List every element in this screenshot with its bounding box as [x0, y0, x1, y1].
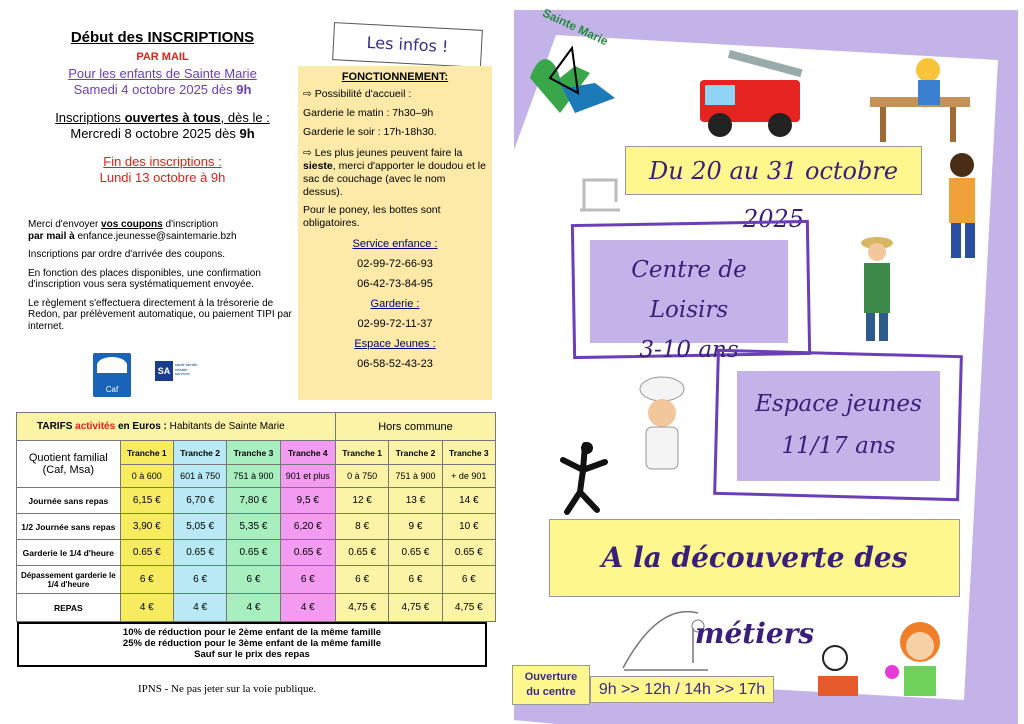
price-cell: 6 €	[173, 566, 226, 594]
espace-jeunes-title: Espace jeunes	[755, 391, 922, 417]
p3: En fonction des places disponibles, une confirmation d'inscription vous sera systématiquement envoyée.	[28, 267, 261, 290]
tarifs-title-d: Habitants de Sainte Marie	[166, 421, 285, 432]
infos-box	[298, 66, 492, 400]
registration-block	[30, 28, 295, 186]
tranche-header: Tranche 3	[227, 441, 280, 465]
qf-header: Quotient familial (Caf, Msa)	[17, 441, 121, 488]
row-label: Dépassement garderie le 1/4 d'heure	[17, 566, 121, 594]
range-cell: 751 à 900	[389, 465, 442, 488]
infos-l5: Pour le poney, les bottes sont obligatoires.	[303, 204, 441, 229]
caf-logo-text: Caf	[105, 385, 119, 394]
infos-l1: ⇨ Possibilité d'accueil :	[303, 88, 412, 100]
centre-loisirs-title: Centre de Loisirs	[631, 257, 747, 323]
garderie-tel: 02-99-72-11-37	[357, 318, 433, 330]
row-label: Garderie le 1/4 d'heure	[17, 540, 121, 566]
price-cell: 8 €	[335, 514, 388, 540]
tarifs-title-a: TARIFS	[37, 421, 76, 432]
date1-text: Samedi 4 octobre 2025 dès	[73, 82, 237, 97]
price-cell: 5,35 €	[227, 514, 280, 540]
reduction-1: 10% de réduction pour le 2ème enfant de la même famille	[122, 627, 382, 638]
garderie-title: Garderie :	[370, 298, 420, 310]
opening-label-1: Ouverture	[524, 671, 578, 683]
price-cell: 9,5 €	[280, 488, 335, 514]
price-cell: 4 €	[173, 594, 226, 622]
table-row	[17, 488, 496, 514]
price-cell: 4,75 €	[442, 594, 495, 622]
infos-l2: Garderie le matin : 7h30–9h	[303, 107, 434, 119]
tranche-header: Tranche 1	[335, 441, 388, 465]
price-cell: 0.65 €	[173, 540, 226, 566]
sainte-marie-logo	[520, 5, 620, 118]
p4: Le règlement s'effectuera directement à la trésorerie de Redon, par prélèvement automatique, ou paiement TIPI par internet.	[28, 297, 292, 332]
msa-logo: SA santé famille retraite services	[155, 361, 201, 383]
reduction-2: 25% de réduction pour le 3ème enfant de la même famille	[122, 638, 382, 649]
p1-d: par mail à	[28, 230, 75, 242]
price-cell: 4 €	[280, 594, 335, 622]
infos-l4a: ⇨ Les plus jeunes peuvent faire la	[303, 147, 463, 159]
opening-label-2: du centre	[526, 686, 576, 698]
reductions-box	[17, 622, 487, 667]
price-cell: 4 €	[120, 594, 173, 622]
price-cell: 6,15 €	[120, 488, 173, 514]
price-cell: 0.65 €	[227, 540, 280, 566]
infos-title: FONCTIONNEMENT:	[341, 71, 449, 83]
end-date: Lundi 13 octobre à 9h	[99, 170, 226, 185]
opening-hours: 9h >> 12h / 14h >> 17h	[590, 676, 774, 703]
centre-loisirs-box	[590, 240, 788, 363]
msa-logo-text: santé famille retraite services	[175, 362, 198, 376]
infos-tag: Les infos !	[332, 22, 483, 68]
centre-loisirs-age: 3-10 ans	[639, 337, 739, 363]
date2-text: Mercredi 8 octobre 2025 dès	[70, 126, 240, 141]
price-cell: 6 €	[280, 566, 335, 594]
logo-text: Sainte Marie	[540, 5, 611, 49]
painter-icon	[935, 150, 990, 265]
range-cell: 901 et plus	[280, 465, 335, 488]
open-text-b: ouvertes à tous	[124, 110, 221, 125]
espace-jeunes-age: 11/17 ans	[781, 433, 896, 459]
price-cell: 6 €	[120, 566, 173, 594]
tarifs-table	[16, 412, 496, 622]
price-cell: 4 €	[227, 594, 280, 622]
price-cell: 13 €	[389, 488, 442, 514]
row-label: Journée sans repas	[17, 488, 121, 514]
tarifs-title-c: en Euros :	[115, 421, 167, 432]
date2-hour: 9h	[239, 126, 255, 141]
service-tel2: 06-42-73-84-95	[357, 278, 433, 290]
p2: Inscriptions par ordre d'arrivée des coupons.	[28, 249, 226, 260]
range-cell: + de 901	[442, 465, 495, 488]
ipns-note: IPNS - Ne pas jeter sur la voie publique.	[138, 683, 317, 695]
registration-details	[28, 219, 293, 332]
theme-banner: A la découverte des métiers	[549, 519, 960, 597]
price-cell: 12 €	[335, 488, 388, 514]
price-cell: 0.65 €	[280, 540, 335, 566]
price-cell: 5,05 €	[173, 514, 226, 540]
p1-a: Merci d'envoyer	[28, 219, 102, 230]
row-label: REPAS	[17, 594, 121, 622]
price-cell: 6,20 €	[280, 514, 335, 540]
registration-title: Début des INSCRIPTIONS	[70, 29, 255, 46]
infos-l4c: , merci d'apporter le doudou et le sac de couchage (avec le nom dessus).	[303, 160, 486, 198]
service-tel1: 02-99-72-66-93	[357, 258, 433, 270]
infos-l3: Garderie le soir : 17h-18h30.	[303, 126, 437, 138]
service-title: Service enfance :	[352, 238, 438, 250]
range-cell: 0 à 600	[120, 465, 173, 488]
dates-banner: Du 20 au 31 octobre 2025	[625, 146, 922, 195]
farmer-icon	[852, 235, 902, 345]
price-cell: 0.65 €	[389, 540, 442, 566]
price-cell: 0.65 €	[442, 540, 495, 566]
reduction-3: Sauf sur le prix des repas	[194, 649, 310, 660]
tranche-header: Tranche 3	[442, 441, 495, 465]
p1-c: d'inscription	[162, 219, 219, 230]
price-cell: 10 €	[442, 514, 495, 540]
table-row	[17, 514, 496, 540]
end-title: Fin des inscriptions :	[103, 154, 222, 169]
price-cell: 6 €	[389, 566, 442, 594]
date1-hour: 9h	[236, 82, 252, 97]
tarifs-title-cell	[17, 413, 336, 441]
price-cell: 0.65 €	[335, 540, 388, 566]
email-link[interactable]: enfance.jeunesse@saintemarie.bzh	[74, 230, 237, 242]
price-cell: 14 €	[442, 488, 495, 514]
sewing-machine-icon	[576, 172, 624, 214]
table-row	[17, 540, 496, 566]
tarifs-title-b: activités	[75, 421, 116, 432]
p1-b: vos coupons	[101, 219, 163, 230]
by-mail-label: PAR MAIL	[136, 51, 189, 63]
espace-jeunes-title: Espace Jeunes :	[354, 338, 436, 350]
price-cell: 4,75 €	[389, 594, 442, 622]
open-text-a: Inscriptions	[55, 110, 125, 125]
tranche-header: Tranche 4	[280, 441, 335, 465]
price-cell: 7,80 €	[227, 488, 280, 514]
range-cell: 751 à 900	[227, 465, 280, 488]
price-cell: 0.65 €	[120, 540, 173, 566]
chef-icon	[628, 375, 696, 480]
table-row	[17, 594, 496, 622]
open-text-c: , dès le :	[220, 110, 270, 125]
builder-icon	[810, 640, 865, 700]
espace-jeunes-tel: 06-58-52-43-23	[357, 358, 433, 370]
opening-label	[512, 665, 590, 705]
caf-logo	[93, 353, 131, 397]
price-cell: 4,75 €	[335, 594, 388, 622]
table-row	[17, 566, 496, 594]
tranche-header: Tranche 2	[173, 441, 226, 465]
infos-l4b: sieste	[303, 160, 333, 172]
price-cell: 9 €	[389, 514, 442, 540]
price-cell: 3,90 €	[120, 514, 173, 540]
price-cell: 6 €	[227, 566, 280, 594]
children-of-label: Pour les enfants de Sainte Marie	[68, 66, 257, 81]
range-cell: 0 à 750	[335, 465, 388, 488]
fire-truck-icon	[690, 40, 810, 140]
carpenter-icon	[860, 52, 975, 147]
espace-jeunes-box	[737, 371, 940, 481]
range-cell: 601 à 750	[173, 465, 226, 488]
row-label: 1/2 Journée sans repas	[17, 514, 121, 540]
price-cell: 6,70 €	[173, 488, 226, 514]
tranche-header: Tranche 2	[389, 441, 442, 465]
hors-commune: Hors commune	[335, 413, 495, 441]
price-cell: 6 €	[335, 566, 388, 594]
tranche-header: Tranche 1	[120, 441, 173, 465]
scientist-icon	[880, 612, 960, 700]
dancer-icon	[555, 440, 615, 520]
price-cell: 6 €	[442, 566, 495, 594]
caf-logo-mark	[97, 357, 127, 373]
